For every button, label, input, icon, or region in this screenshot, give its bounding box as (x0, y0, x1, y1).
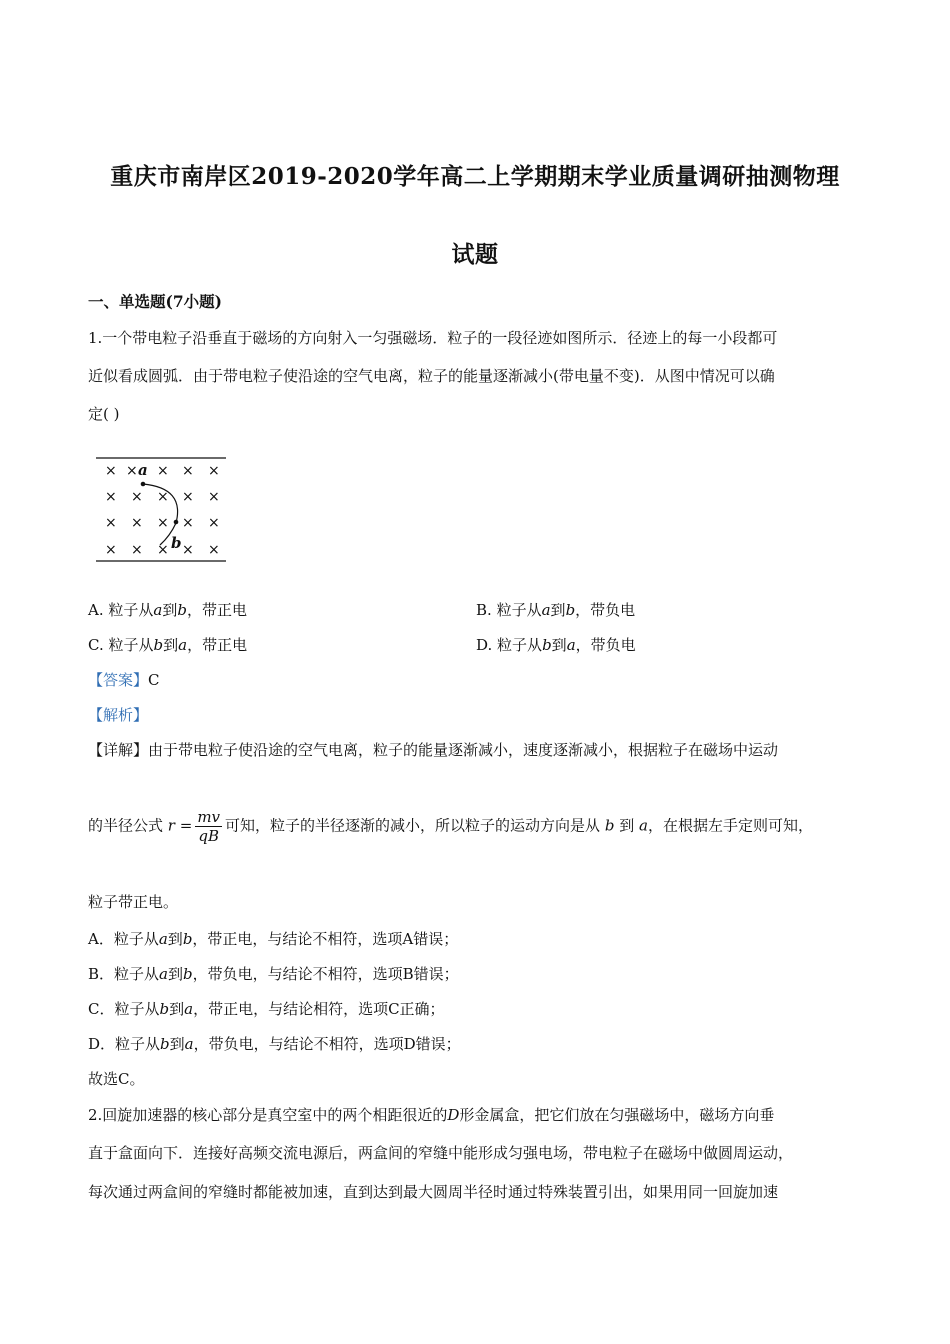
conclusion: 故选C。 (88, 1070, 145, 1088)
field-cross: × (131, 542, 143, 558)
radius-formula (195, 808, 222, 845)
q2-line1: 2.回旋加速器的核心部分是真空室中的两个相距很近的D形金属盒，把它们放在匀强磁场中，磁场方向垂 (88, 1106, 775, 1124)
field-cross: × (208, 515, 220, 531)
answer-value: C (148, 671, 160, 689)
field-cross: × (131, 489, 143, 505)
field-cross: × (208, 489, 220, 505)
q1-stem-line3: 定( ) (88, 405, 120, 423)
field-cross: × (105, 489, 117, 505)
field-cross: × (131, 515, 143, 531)
answer-line (88, 669, 160, 690)
explain-d: D．粒子从b到a，带负电，与结论不相符，选项D错误； (88, 1035, 461, 1053)
explain-c: C．粒子从b到a，带正电，与结论相符，选项C正确； (88, 1000, 445, 1018)
field-cross: × (105, 542, 117, 558)
field-cross: × (157, 542, 169, 558)
explain-a: A．粒子从a到b，带正电，与结论不相符，选项A错误； (88, 930, 459, 948)
q1-figure (90, 448, 235, 570)
point-a-dot (141, 482, 146, 487)
q2-line3: 每次通过两盒间的窄缝时都能被加速，直到达到最大圆周半径时通过特殊装置引出，如果用同一回旋加速 (88, 1183, 779, 1201)
formula-denominator: qB (198, 827, 219, 845)
field-cross: × (182, 463, 194, 479)
magnetic-field-crosses (105, 463, 220, 558)
field-cross: × (182, 489, 194, 505)
field-cross: × (182, 542, 194, 558)
detail-line3: 粒子带正电。 (88, 893, 179, 911)
detail-line1: 【详解】由于带电粒子使沿途的空气电离，粒子的能量逐渐减小，速度逐渐减小，根据粒子在磁场中运动 (88, 741, 779, 759)
page-title-line2: 试题 (451, 241, 499, 268)
field-cross: × (182, 515, 194, 531)
analysis-tag: 【解析】 (88, 706, 149, 724)
field-cross: × (105, 463, 117, 479)
option-b-letter: B. (476, 601, 492, 619)
formula-numerator: mv (197, 808, 221, 826)
field-cross: × (157, 489, 169, 505)
option-d[interactable]: D. 粒子从b到a，带负电 (476, 636, 636, 654)
q1-stem-line2: 近似看成圆弧．由于带电粒子使沿途的空气电离，粒子的能量逐渐减小(带电量不变)．从图中情况可以确 (88, 367, 775, 385)
field-cross: × (208, 542, 220, 558)
option-a-letter: A. (88, 601, 104, 619)
label-b: b (171, 534, 182, 552)
explain-b: B．粒子从a到b，带负电，与结论不相符，选项B错误； (88, 965, 459, 983)
q2-line2: 直于盒面向下．连接好高频交流电源后，两盒间的窄缝中能形成匀强电场，带电粒子在磁场中做圆周运动， (88, 1144, 794, 1162)
field-cross: × (157, 515, 169, 531)
option-c-letter: C. (88, 636, 104, 654)
page-title: 重庆市南岸区2019-2020学年高二上学期期末学业质量调研抽测物理 (110, 163, 840, 190)
formula-lhs: r = (167, 816, 193, 835)
field-cross: × (157, 463, 169, 479)
option-d-letter: D. (476, 636, 493, 654)
label-a: a (138, 461, 148, 479)
option-a[interactable]: A. 粒子从a到b，带正电 (88, 601, 247, 619)
field-cross: × (126, 463, 138, 479)
section-heading: 一、单选题(7小题) (88, 292, 222, 311)
option-c[interactable]: C. 粒子从b到a，带正电 (88, 636, 248, 654)
point-b-dot (174, 520, 179, 525)
option-b[interactable]: B. 粒子从a到b，带负电 (476, 601, 636, 619)
q1-stem-line1: 1.一个带电粒子沿垂直于磁场的方向射入一匀强磁场．粒子的一段径迹如图所示．径迹上的每一小段都可 (88, 329, 778, 347)
field-cross: × (208, 463, 220, 479)
answer-tag: 【答案】 (88, 671, 149, 689)
detail-line2: 的半径公式 r = $\frac{mv}{qB}$ 可知，粒子的半径逐渐的减小，所以粒子的运动方向是从 b 到 a，在根据左手定则可知， (88, 808, 813, 845)
field-cross: × (105, 515, 117, 531)
